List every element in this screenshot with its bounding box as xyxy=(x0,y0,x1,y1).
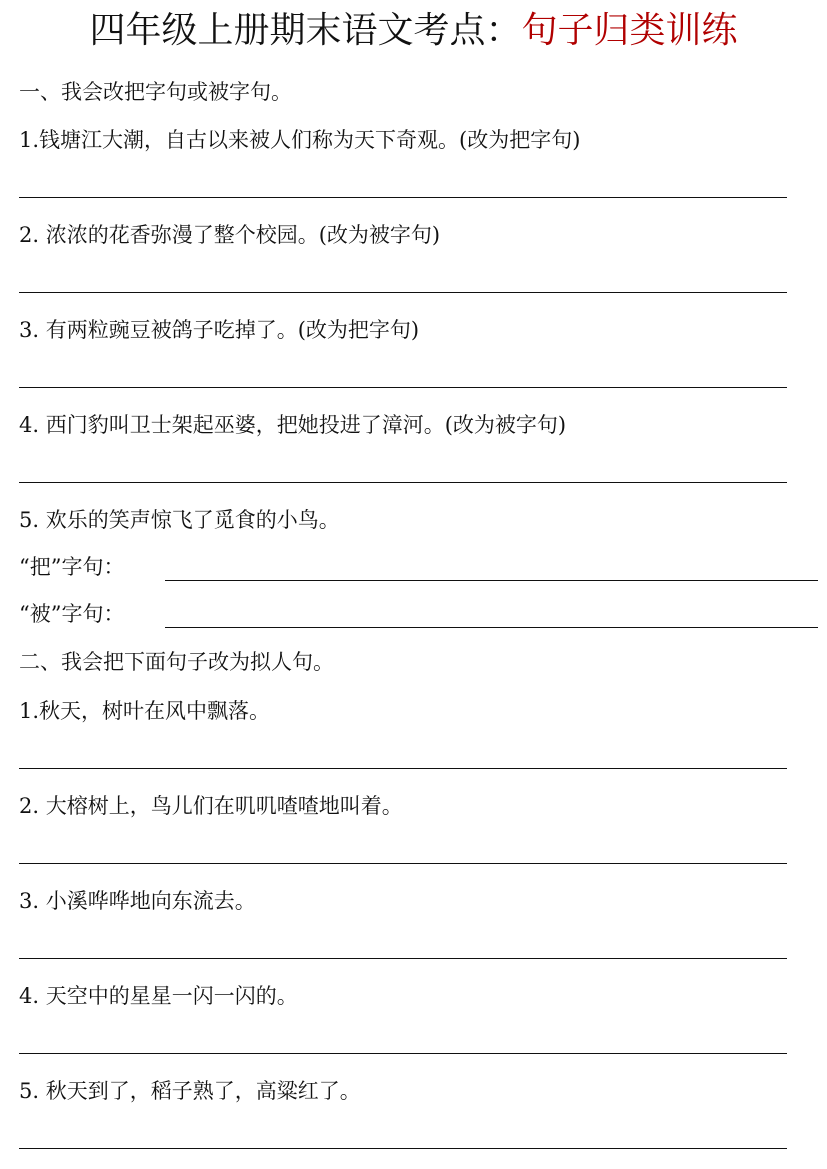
s1-answer-line-1[interactable] xyxy=(19,197,787,198)
title-main: 四年级上册期末语文考点： xyxy=(89,10,522,51)
section-1-heading: 一、我会改把字句或被字句。 xyxy=(19,80,292,104)
ba-sentence-label: “把”字句： xyxy=(19,555,125,579)
s2-answer-line-1[interactable] xyxy=(19,768,787,769)
page-title xyxy=(0,8,827,54)
s2-answer-line-5[interactable] xyxy=(19,1148,787,1149)
s2-question-5: 5. 秋天到了，稻子熟了，高粱红了。 xyxy=(19,1079,361,1103)
s2-question-3: 3. 小溪哗哗地向东流去。 xyxy=(19,889,256,913)
s2-answer-line-3[interactable] xyxy=(19,958,787,959)
ba-sentence-row xyxy=(19,553,818,583)
s1-question-3: 3. 有两粒豌豆被鸽子吃掉了。(改为把字句) xyxy=(19,318,420,342)
s1-answer-line-3[interactable] xyxy=(19,387,787,388)
s1-answer-line-4[interactable] xyxy=(19,482,787,483)
bei-sentence-row xyxy=(19,600,818,630)
s2-question-2: 2. 大榕树上，鸟儿们在叽叽喳喳地叫着。 xyxy=(19,794,403,818)
s1-question-1: 1.钱塘江大潮，自古以来被人们称为天下奇观。(改为把字句) xyxy=(19,128,581,152)
s2-answer-line-4[interactable] xyxy=(19,1053,787,1054)
s1-answer-line-2[interactable] xyxy=(19,292,787,293)
section-2-heading: 二、我会把下面句子改为拟人句。 xyxy=(19,650,334,674)
s2-question-4: 4. 天空中的星星一闪一闪的。 xyxy=(19,984,298,1008)
title-highlight: 句子归类训练 xyxy=(521,10,738,51)
s2-answer-line-2[interactable] xyxy=(19,863,787,864)
s2-question-1: 1.秋天，树叶在风中飘落。 xyxy=(19,699,271,723)
s1-question-2: 2. 浓浓的花香弥漫了整个校园。(改为被字句) xyxy=(19,223,441,247)
bei-sentence-answer-line[interactable] xyxy=(165,627,818,628)
ba-sentence-answer-line[interactable] xyxy=(165,580,818,581)
s1-question-5: 5. 欢乐的笑声惊飞了觅食的小鸟。 xyxy=(19,508,340,532)
s1-question-4: 4. 西门豹叫卫士架起巫婆，把她投进了漳河。(改为被字句) xyxy=(19,413,567,437)
bei-sentence-label: “被”字句： xyxy=(19,602,125,626)
